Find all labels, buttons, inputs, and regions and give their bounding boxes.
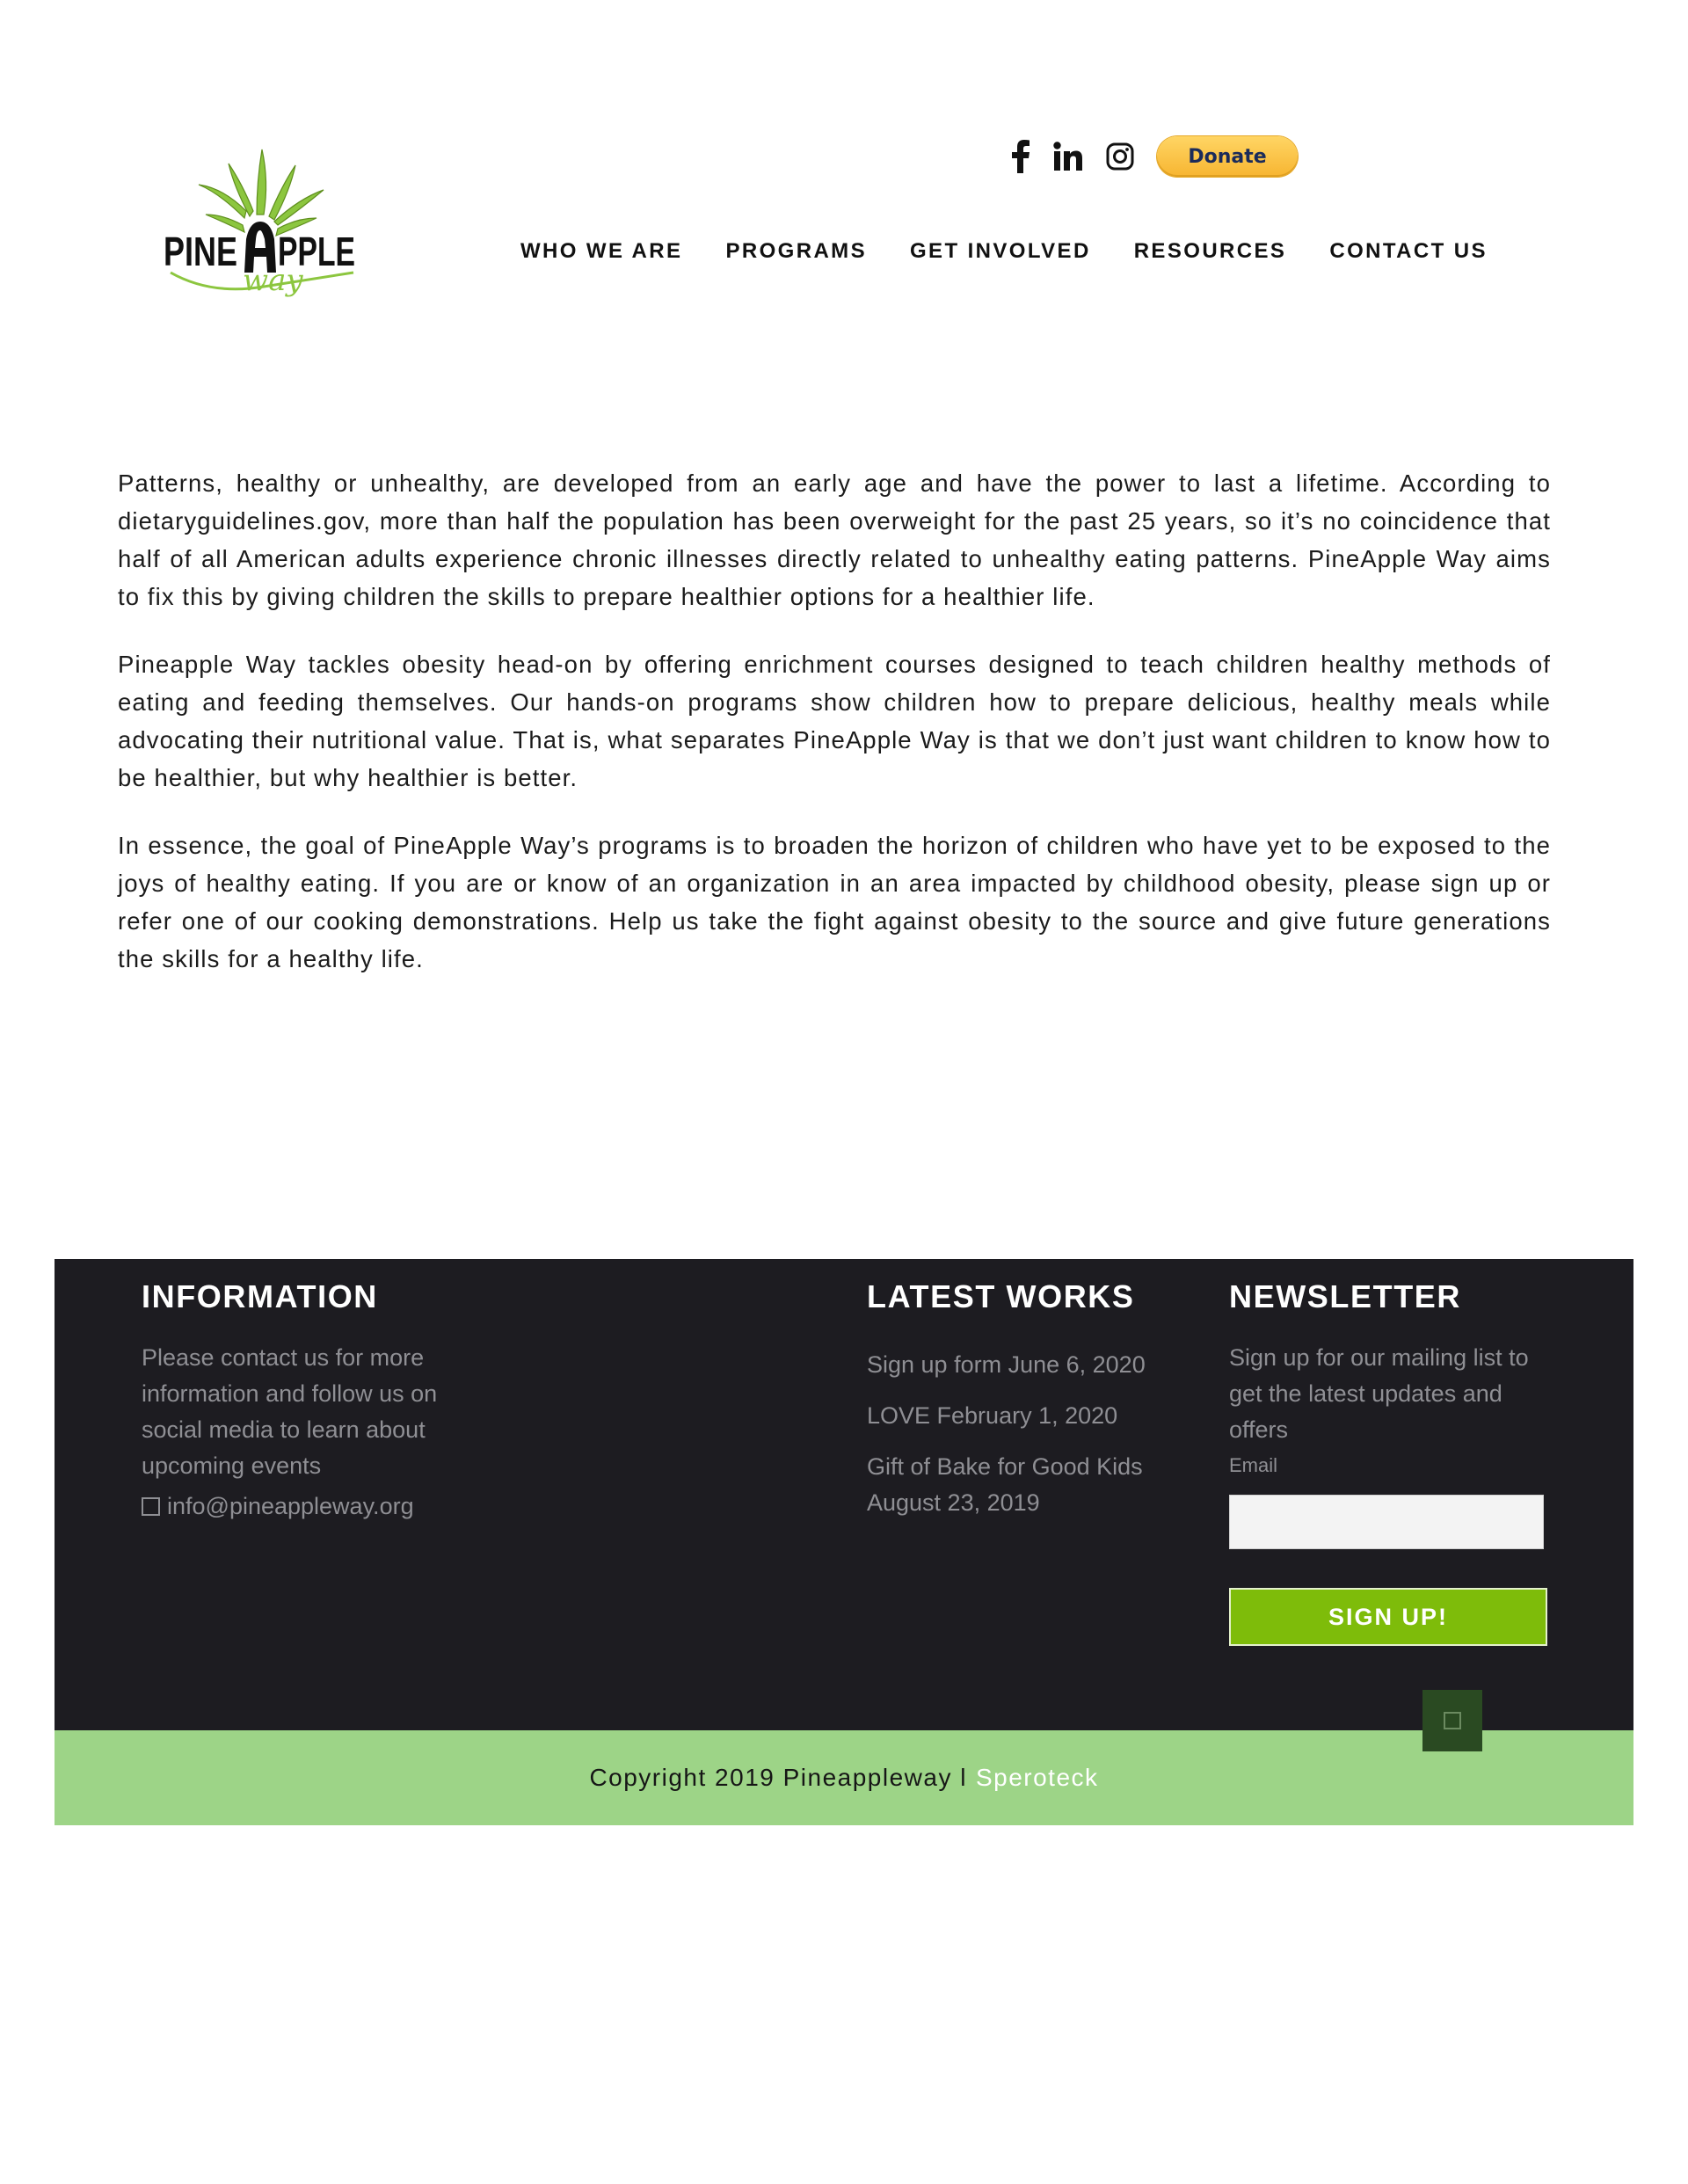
- list-item[interactable]: LOVE February 1, 2020: [867, 1402, 1118, 1429]
- svg-text:way: way: [243, 263, 303, 298]
- nav-who-we-are[interactable]: WHO WE ARE: [520, 239, 683, 263]
- paragraph: Pineapple Way tackles obesity head-on by offering enrichment courses designed to teach children healthy methods of eating and feeding themselves. Our hands-on programs show children how to prepare delicious, healthy meals while advocating their nutritional value. That is, what separates PineApple Way is that we don’t just want children to know how to be healthier, but why healthier is better.: [118, 651, 1551, 791]
- nav-contact-us[interactable]: CONTACT US: [1329, 239, 1488, 263]
- main-content: [118, 464, 1551, 1008]
- svg-text:PPLE: PPLE: [278, 229, 355, 274]
- arrow-up-icon: [1444, 1712, 1461, 1729]
- sign-up-button[interactable]: SIGN UP!: [1229, 1588, 1547, 1646]
- linkedin-icon[interactable]: [1053, 142, 1083, 171]
- main-nav: [520, 239, 1488, 264]
- email-address: info@pineappleway.org: [167, 1493, 414, 1519]
- svg-text:PINE: PINE: [164, 229, 237, 274]
- email-label: Email: [1229, 1454, 1278, 1476]
- newsletter-heading: NEWSLETTER: [1229, 1278, 1461, 1314]
- scroll-to-top-button[interactable]: [1422, 1690, 1482, 1751]
- email-contact[interactable]: [142, 1493, 414, 1520]
- envelope-icon: [142, 1497, 160, 1516]
- newsletter-text: Sign up for our mailing list to get the latest updates and offers: [1229, 1344, 1529, 1443]
- latest-works-list: [867, 1347, 1183, 1536]
- nav-resources[interactable]: RESOURCES: [1133, 239, 1287, 263]
- copyright-bar: [55, 1730, 1633, 1825]
- nav-get-involved[interactable]: GET INVOLVED: [909, 239, 1091, 263]
- site-logo[interactable]: [158, 141, 360, 299]
- information-heading: INFORMATION: [142, 1278, 378, 1314]
- information-text: Please contact us for more information and follow us on social media to learn about upcoming events: [142, 1344, 438, 1479]
- pineapple-logo-icon: [158, 141, 360, 299]
- list-item[interactable]: Gift of Bake for Good Kids August 23, 2019: [867, 1453, 1143, 1516]
- facebook-icon[interactable]: [1011, 140, 1030, 173]
- nav-programs[interactable]: PROGRAMS: [725, 239, 867, 263]
- credit-link[interactable]: Speroteck: [975, 1764, 1099, 1791]
- social-links: [1011, 132, 1298, 181]
- donate-button[interactable]: Donate: [1157, 136, 1298, 177]
- paragraph: Patterns, healthy or unhealthy, are developed from an early age and have the power to last a lifetime. According to dietaryguidelines.gov, more than half the population has been overweight for the past 25 years, so it’s no coincidence that half of all American adults experience chronic illnesses directly related to unhealthy eating patterns. PineApple Way aims to fix this by giving children the skills to prepare healthier options for a healthier life.: [118, 470, 1551, 610]
- paragraph: In essence, the goal of PineApple Way’s programs is to broaden the horizon of children who have yet to be exposed to the joys of healthy eating. If you are or know of an organization in an area impacted by childhood obesity, please sign up or refer one of our cooking demonstrations. Help us take the fight against obesity to the source and give future generations the skills for a healthy life.: [118, 832, 1551, 972]
- site-footer: [55, 1259, 1633, 1730]
- latest-works-heading: LATEST WORKS: [867, 1278, 1135, 1314]
- copyright-text: Copyright 2019 Pineappleway l: [589, 1764, 967, 1791]
- list-item[interactable]: Sign up form June 6, 2020: [867, 1351, 1146, 1378]
- instagram-icon[interactable]: [1106, 142, 1134, 171]
- email-field[interactable]: [1229, 1495, 1544, 1549]
